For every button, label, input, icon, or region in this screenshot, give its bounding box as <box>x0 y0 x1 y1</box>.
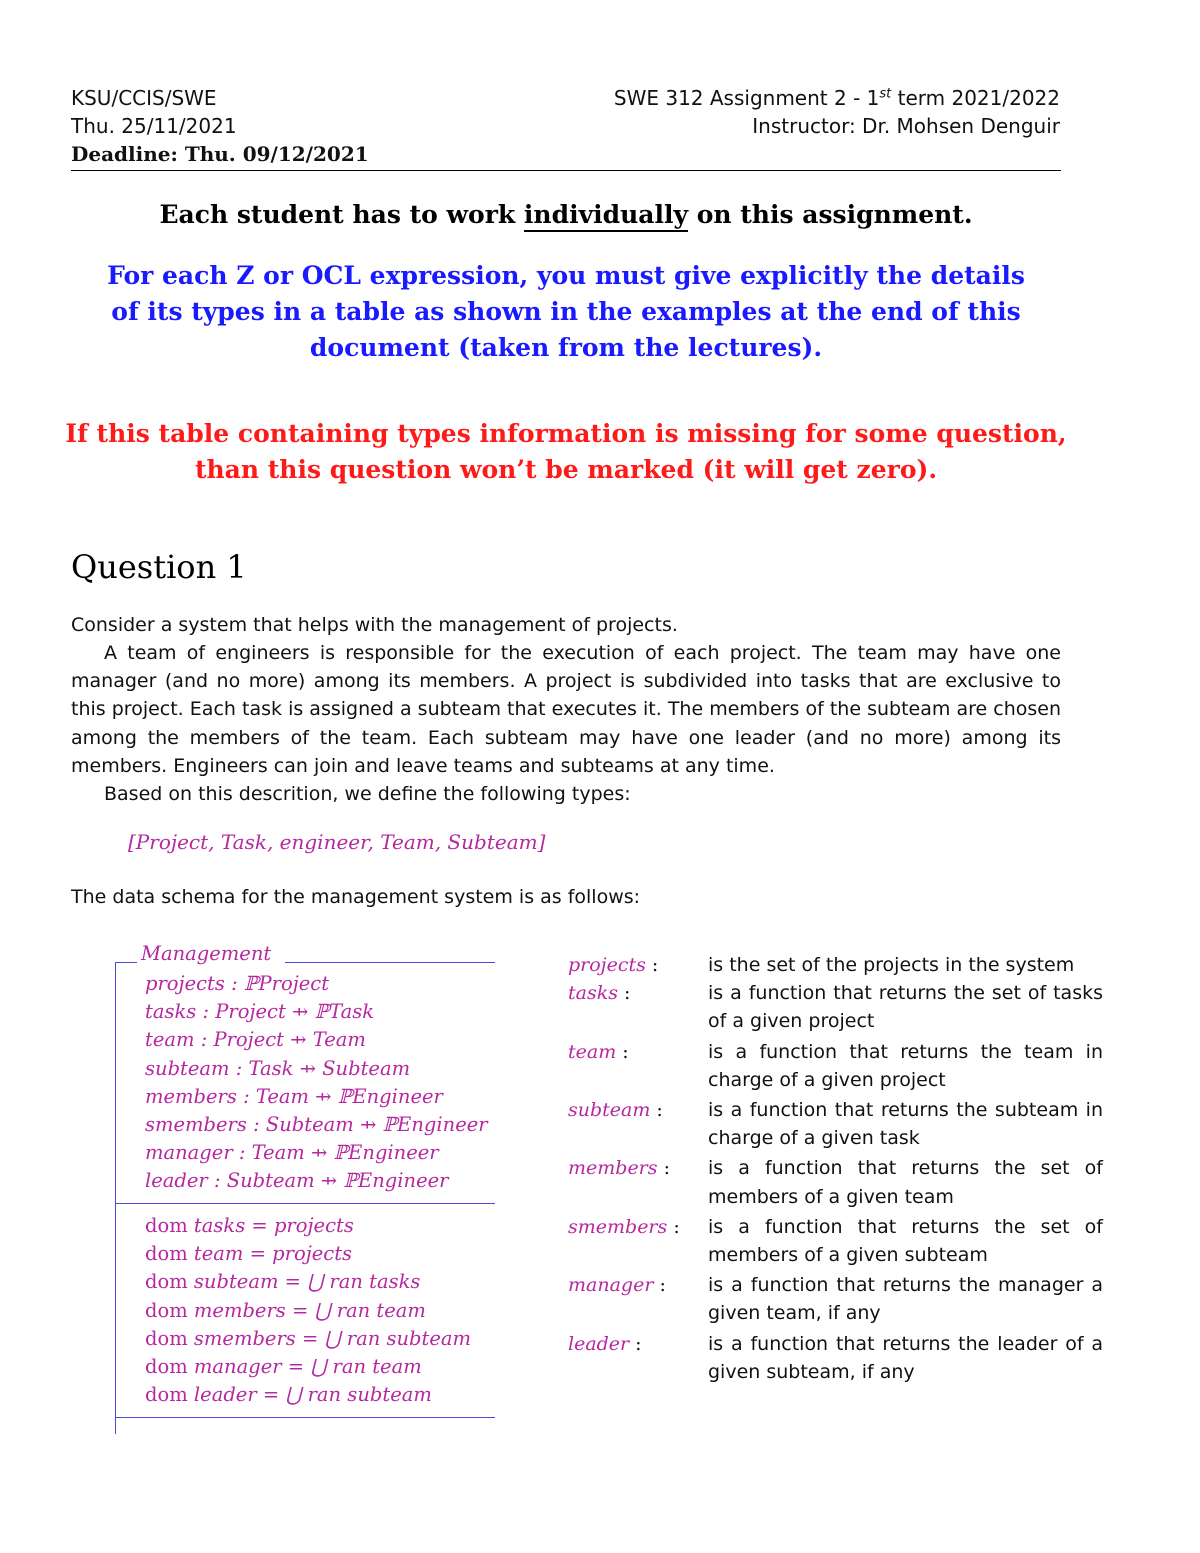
description-row: subteam : is a function that returns the subteam in charge of a given task <box>568 1096 1103 1152</box>
description-term: leader <box>568 1332 630 1355</box>
question-intro: Consider a system that helps with the management of projects. <box>71 614 678 636</box>
header-date: Thu. 25/11/2021 <box>71 114 237 138</box>
description-term: tasks <box>568 982 618 1005</box>
description-row: manager : is a function that returns the manager a given team, if any <box>568 1271 1103 1327</box>
description-text: is a function that returns the subteam in charge of a given task <box>708 1099 1103 1150</box>
schema-divider <box>115 1203 495 1204</box>
schema-name: Management <box>141 942 272 965</box>
question-description: A team of engineers is responsible for the execution of each project. The team may have one manager (and no more) among its members. A project is subdivided into tasks that are exclusive to this project. Each task is assigned a subteam that executes it. The members of the subteam are chosen among the members of the team. Each subteam may have one leader (and no more) among its members. Engineers can join and leave teams and subteams at any time. <box>71 642 1061 777</box>
header-right <box>614 84 1060 140</box>
given-types: [Project, Task, engineer, Team, Subteam] <box>128 830 546 854</box>
types-intro: Based on this descrition, we define the following types: <box>104 783 631 805</box>
individual-notice: Each student has to work individually on this assignment. <box>71 197 1061 233</box>
description-text: is a function that returns the set of members of a given team <box>708 1157 1103 1208</box>
declaration: members : Team ⇸ ℙEngineer <box>145 1084 443 1108</box>
schema-descriptions <box>568 951 1103 1386</box>
description-text: is a function that returns the team in charge of a given project <box>708 1040 1103 1091</box>
description-term: subteam <box>568 1099 651 1122</box>
description-row: leader : is a function that returns the leader of a given subteam, if any <box>568 1330 1103 1386</box>
missing-table-warning: If this table containing types information is missing for some question, than this question won’t be marked (it will get zero). <box>65 419 1067 484</box>
header-divider <box>71 170 1061 171</box>
description-row: team : is a function that returns the team in charge of a given project <box>568 1038 1103 1094</box>
header-left <box>71 84 369 168</box>
description-term: manager <box>568 1274 654 1297</box>
predicate: dom team = projects <box>145 1242 353 1266</box>
schema-top-border <box>285 962 495 963</box>
header-course: SWE 312 Assignment 2 - 1st term 2021/2022 <box>613 86 1060 110</box>
declaration: tasks : Project ⇸ ℙTask <box>145 1000 375 1024</box>
description-text: is a function that returns the set of members of a given subteam <box>708 1215 1103 1267</box>
description-term: members <box>568 1157 658 1180</box>
predicate: dom manager = ⋃ ran team <box>145 1355 422 1379</box>
description-row: members : is a function that returns the set of members of a given team <box>568 1154 1103 1210</box>
description-term: projects <box>568 954 646 976</box>
description-term: smembers <box>568 1215 668 1238</box>
description-text: is a function that returns the leader of a given subteam, if any <box>708 1332 1103 1383</box>
predicate: dom leader = ⋃ ran subteam <box>145 1383 432 1407</box>
predicate: dom smembers = ⋃ ran subteam <box>145 1326 471 1350</box>
description-term: team <box>568 1040 617 1063</box>
declaration: projects : ℙProject <box>145 972 330 995</box>
header-institution: KSU/CCIS/SWE <box>71 86 217 110</box>
description-text: is a function that returns the set of tasks of a given project <box>708 982 1103 1033</box>
schema-bottom-border <box>115 1417 495 1418</box>
schema-top-border <box>115 962 137 963</box>
predicate: dom subteam = ⋃ ran tasks <box>145 1270 421 1294</box>
question-title: Question 1 <box>71 548 247 586</box>
description-row: projects : is the set of the projects in the system <box>568 951 1103 979</box>
schema-intro: The data schema for the management system is as follows: <box>71 886 641 908</box>
predicate: dom members = ⋃ ran team <box>145 1298 426 1322</box>
schema-predicates <box>145 1212 471 1409</box>
description-text: is a function that returns the manager a given team, if any <box>708 1274 1103 1325</box>
declaration: manager : Team ⇸ ℙEngineer <box>145 1141 439 1165</box>
description-row: smembers : is a function that returns the set of members of a given subteam <box>568 1213 1103 1269</box>
description-text: is the set of the projects in the system <box>708 954 1075 976</box>
description-row: tasks : is a function that returns the set of tasks of a given project <box>568 979 1103 1035</box>
schema-declarations <box>145 970 488 1196</box>
declaration: team : Project ⇸ Team <box>145 1028 366 1052</box>
declaration: leader : Subteam ⇸ ℙEngineer <box>145 1169 449 1193</box>
types-table-notice: For each Z or OCL expression, you must give explicitly the details of its types in a table as shown in the examples at the end of this document (taken from the lectures). <box>107 261 1025 362</box>
predicate: dom tasks = projects <box>145 1214 354 1237</box>
declaration: subteam : Task ⇸ Subteam <box>145 1056 411 1080</box>
header-instructor: Instructor: Dr. Mohsen Denguir <box>752 114 1060 138</box>
header-deadline: Deadline: Thu. 09/12/2021 <box>71 142 369 166</box>
underlined-word: individually <box>524 200 688 232</box>
declaration: smembers : Subteam ⇸ ℙEngineer <box>145 1113 488 1137</box>
schema-left-border <box>115 962 116 1434</box>
